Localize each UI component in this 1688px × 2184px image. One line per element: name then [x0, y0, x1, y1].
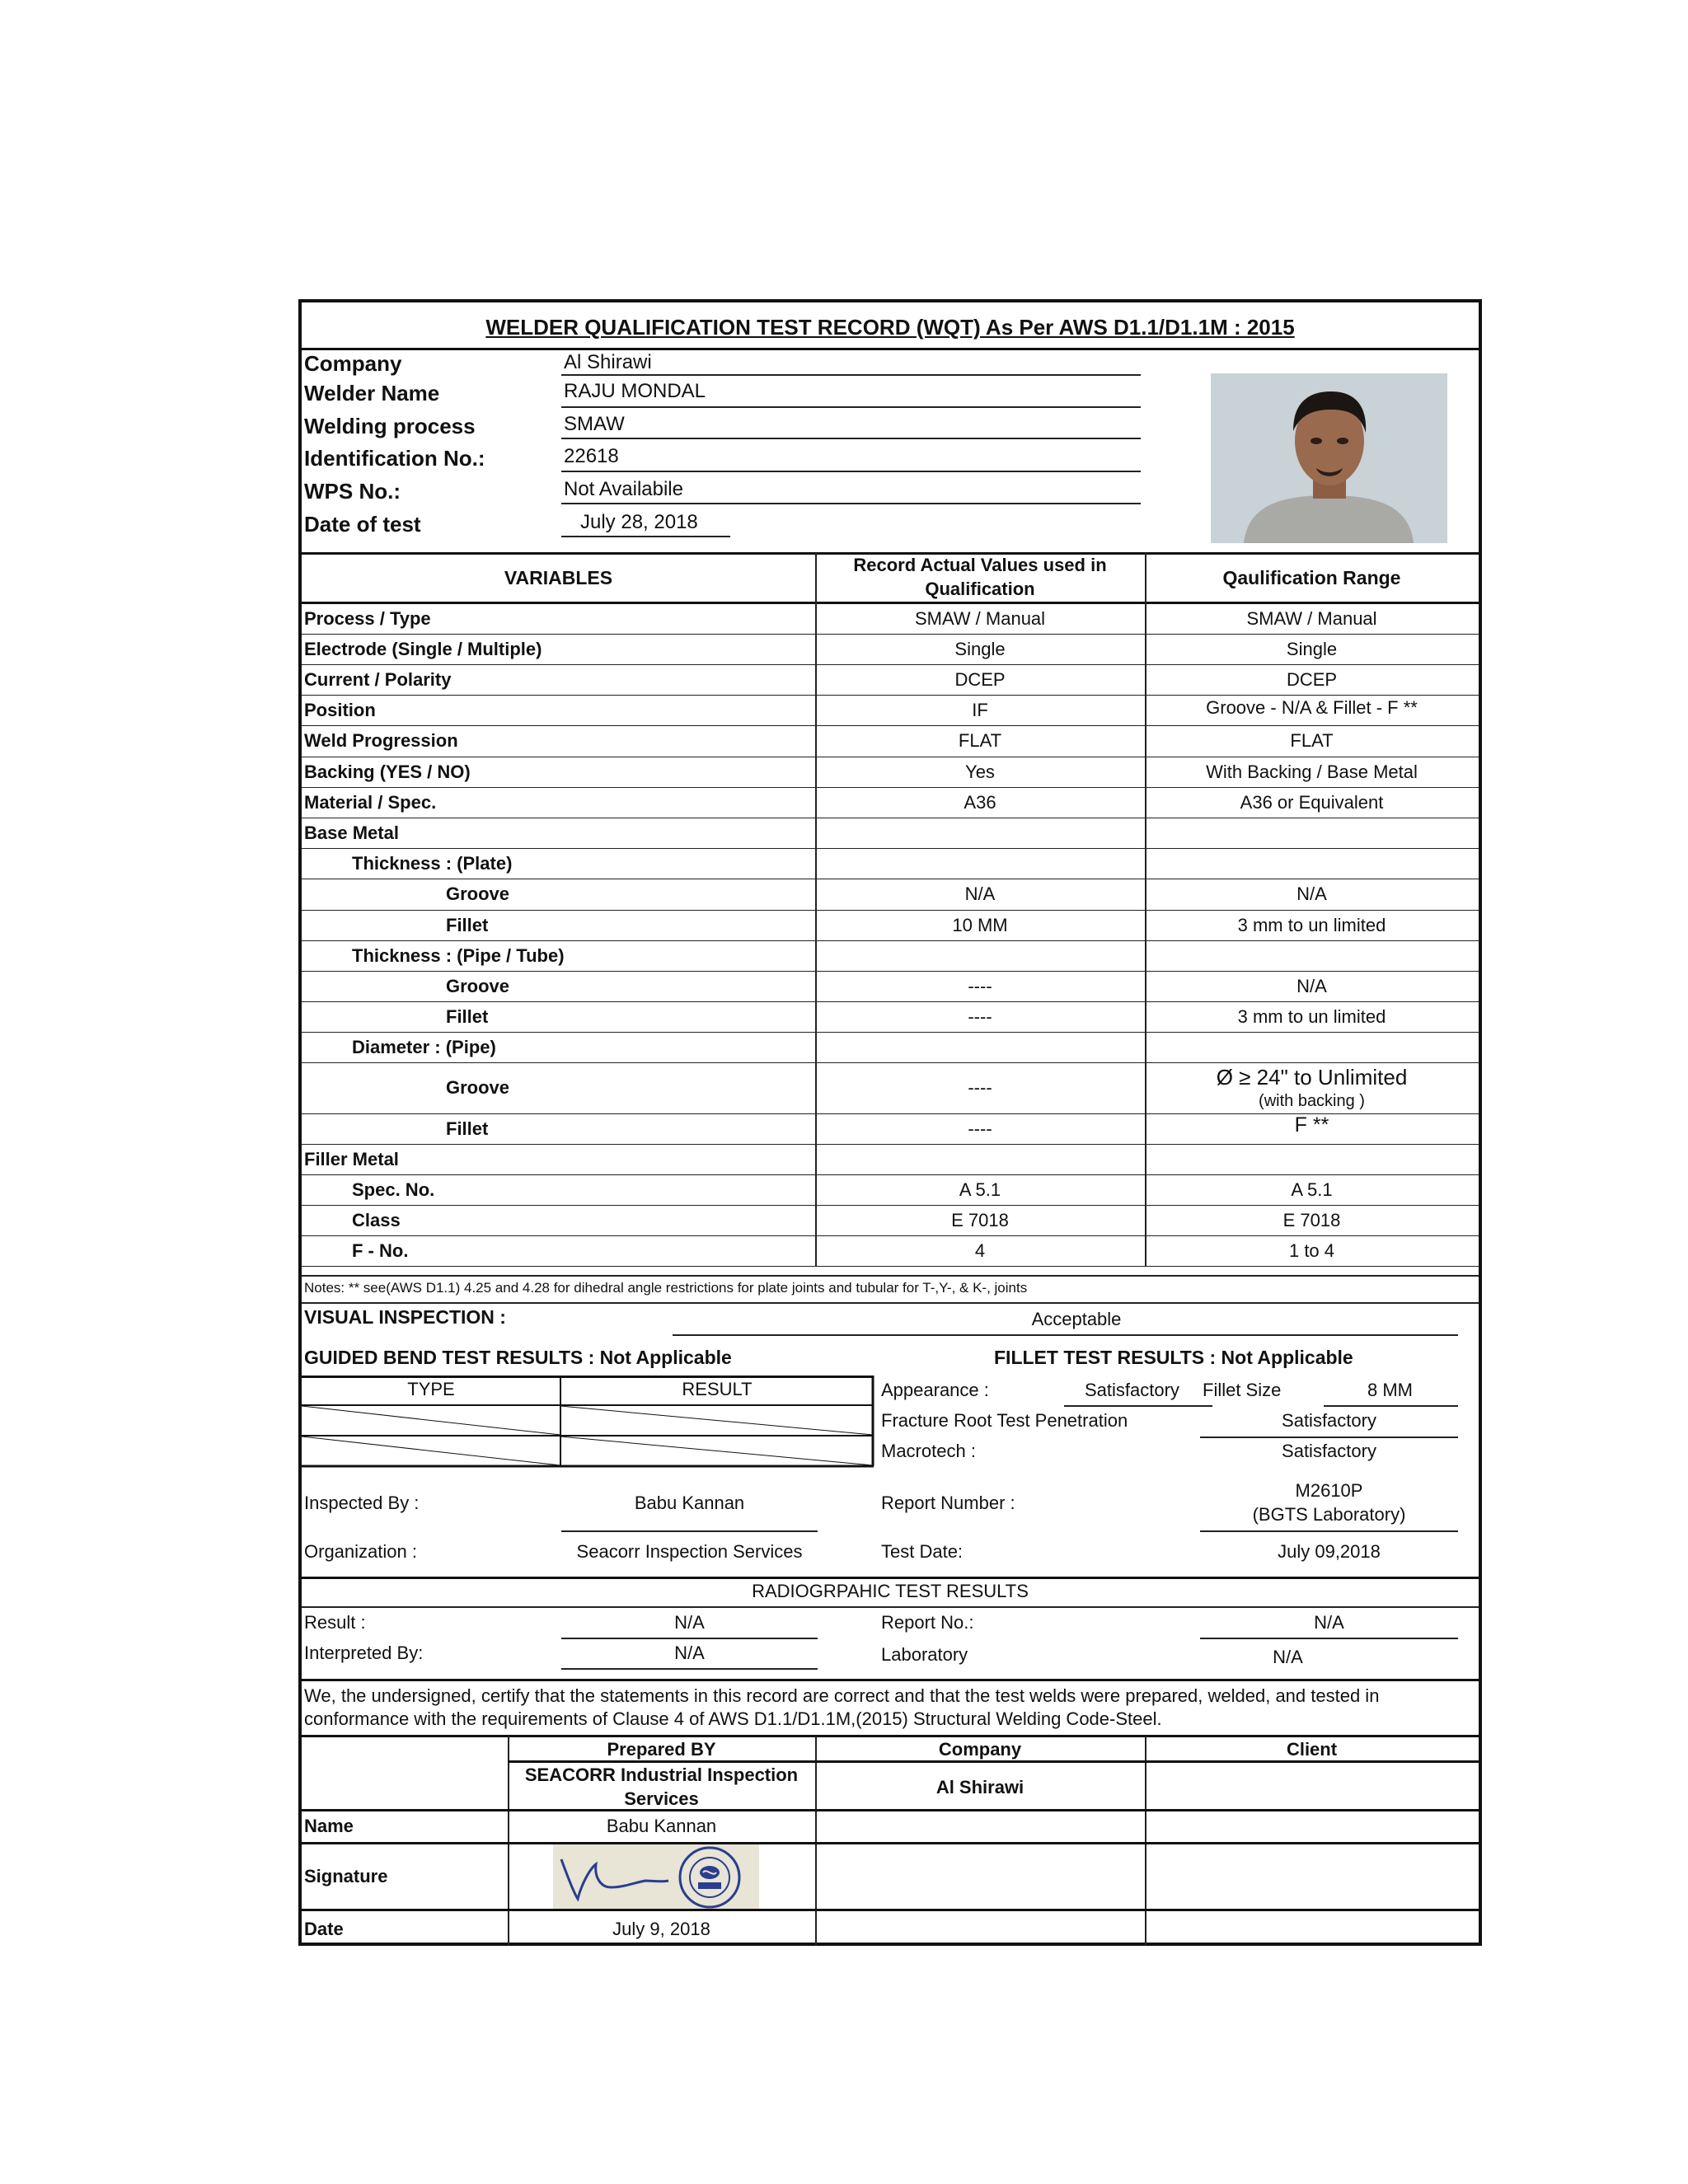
variables-header: VARIABLES: [504, 567, 613, 588]
qualification-range-cell: A36 or Equivalent: [1240, 792, 1384, 813]
actual-value-cell: SMAW / Manual: [914, 608, 1046, 629]
variable-row-divider: [302, 787, 1479, 788]
inspected-by-label: Inspected By :: [304, 1493, 420, 1513]
actual-value-cell: Yes: [965, 762, 995, 782]
variable-row-divider: [302, 1001, 1479, 1002]
qualification-range-cell: Single: [1286, 639, 1338, 659]
signoff-name-value: Babu Kannan: [606, 1816, 717, 1836]
company-header: Company: [938, 1739, 1022, 1760]
title-divider: [302, 348, 1479, 350]
variables-col-divider-1: [815, 552, 817, 1266]
actual-values-header-2: Qualification: [925, 579, 1035, 599]
date-of-test-value: July 28, 2018: [580, 511, 698, 533]
variable-label: Current / Polarity: [304, 669, 452, 690]
variable-row-divider: [302, 1174, 1479, 1175]
welder-name-value: RAJU MONDAL: [564, 380, 706, 402]
variable-label: Fillet: [446, 915, 489, 935]
signoff-header-line: [508, 1760, 1479, 1763]
variable-row-divider: [302, 695, 1479, 696]
variable-label: Diameter : (Pipe): [352, 1037, 496, 1057]
variable-row-divider: [302, 1062, 1479, 1063]
notes-text: Notes: ** see(AWS D1.1) 4.25 and 4.28 for dihedral angle restrictions for plate joints and tubular for T-,Y-, & K-, joints: [304, 1280, 1028, 1296]
actual-value-cell: FLAT: [958, 730, 1002, 751]
certification-line-2: conformance with the requirements of Clause 4 of AWS D1.1/D1.1M,(2015) Structural Welding Code-Steel.: [304, 1708, 1162, 1729]
variable-label: Groove: [446, 976, 510, 996]
certification-bottom-border: [302, 1735, 1479, 1737]
inspected-by-value: Babu Kannan: [634, 1493, 745, 1513]
radiographic-top-border: [302, 1577, 1479, 1579]
actual-value-cell: 4: [974, 1240, 986, 1261]
date-of-test-label: Date of test: [304, 512, 421, 537]
client-header: Client: [1286, 1739, 1338, 1760]
variable-label: Groove: [446, 883, 510, 904]
welder-name-underline: [561, 406, 1141, 408]
welding-process-label: Welding process: [304, 414, 476, 438]
actual-value-cell: ----: [968, 1118, 992, 1139]
welder-name-label: Welder Name: [304, 381, 440, 405]
date-of-test-underline: [561, 536, 730, 537]
rt-result-value: N/A: [674, 1612, 705, 1633]
variable-label: Class: [352, 1210, 401, 1230]
organization-label: Organization :: [304, 1541, 417, 1562]
appearance-label: Appearance :: [881, 1380, 989, 1400]
variable-row-divider: [302, 1144, 1479, 1145]
rt-report-no-value: N/A: [1314, 1612, 1344, 1633]
test-date-value: July 09,2018: [1278, 1541, 1381, 1562]
variable-row-divider: [302, 1205, 1479, 1206]
signoff-row-2-line: [302, 1842, 1479, 1844]
welding-process-value: SMAW: [564, 413, 625, 435]
variable-label: Filler Metal: [304, 1149, 399, 1169]
qualification-range-note: (with backing ): [1259, 1092, 1365, 1110]
guided-bend-result-header: RESULT: [682, 1379, 753, 1399]
macrotech-label: Macrotech :: [881, 1441, 976, 1461]
appearance-underline: [1064, 1405, 1212, 1407]
rt-result-underline: [561, 1638, 818, 1639]
qualification-range-header: Qaulification Range: [1222, 567, 1401, 588]
rt-laboratory-value: N/A: [1273, 1647, 1303, 1667]
variable-row-divider: [302, 664, 1479, 665]
variable-label: Electrode (Single / Multiple): [304, 639, 542, 659]
qualification-range-cell: Groove - N/A & Fillet - F **: [1206, 697, 1418, 718]
actual-value-cell: A 5.1: [959, 1179, 1001, 1200]
wps-underline: [561, 503, 1141, 504]
qualification-range-cell: N/A: [1296, 976, 1327, 996]
signoff-name-label: Name: [304, 1816, 354, 1836]
variable-label: F - No.: [352, 1240, 409, 1261]
rt-report-no-label: Report No.:: [881, 1612, 974, 1633]
report-number-label: Report Number :: [881, 1493, 1015, 1513]
certification-top-border: [302, 1679, 1479, 1681]
test-date-label: Test Date:: [881, 1541, 964, 1562]
actual-value-cell: E 7018: [951, 1210, 1009, 1230]
variable-label: Position: [304, 700, 376, 720]
certification-line-1: We, the undersigned, certify that the statements in this record are correct and that the test welds were prepared, welded, and tested in: [304, 1685, 1380, 1706]
variable-row-divider: [302, 940, 1479, 941]
variable-row-divider: [302, 1032, 1479, 1033]
variables-header-divider: [302, 602, 1479, 604]
inspected-by-underline: [561, 1530, 818, 1532]
visual-inspection-underline: [673, 1334, 1458, 1336]
actual-value-cell: ----: [968, 976, 992, 996]
rt-interpreted-underline: [561, 1668, 818, 1670]
signoff-col-2: [815, 1736, 817, 1946]
actual-values-header-1: Record Actual Values used in: [853, 555, 1107, 575]
macrotech-value: Satisfactory: [1282, 1441, 1376, 1461]
rt-laboratory-label: Laboratory: [881, 1644, 968, 1665]
fracture-value: Satisfactory: [1282, 1410, 1376, 1431]
variables-col-divider-2: [1145, 552, 1146, 1266]
qualification-range-cell: SMAW / Manual: [1246, 608, 1377, 629]
radiographic-heading-line: [302, 1606, 1479, 1608]
notes-bottom-line: [302, 1302, 1479, 1304]
variable-row-divider: [302, 1266, 1479, 1267]
variable-row-divider: [302, 848, 1479, 849]
prepared-org-line-2: Services: [624, 1788, 699, 1809]
report-number-lab: (BGTS Laboratory): [1252, 1504, 1406, 1525]
qualification-range-cell: N/A: [1296, 883, 1327, 904]
variable-label: Backing (YES / NO): [304, 762, 471, 782]
variable-row-divider: [302, 971, 1479, 972]
actual-value-cell: ----: [968, 1077, 992, 1098]
variable-row-divider: [302, 1235, 1479, 1236]
actual-value-cell: Single: [954, 639, 1006, 659]
qualification-range-cell: A 5.1: [1291, 1179, 1333, 1200]
signoff-row-1-line: [302, 1809, 1479, 1811]
rt-interpreted-value: N/A: [674, 1643, 705, 1663]
fillet-size-value: 8 MM: [1367, 1380, 1413, 1400]
signature-stamp-image: [553, 1844, 759, 1910]
signoff-signature-label: Signature: [304, 1866, 388, 1886]
qualification-range-cell: 3 mm to un limited: [1237, 1006, 1386, 1027]
actual-value-cell: DCEP: [954, 669, 1006, 690]
prepared-org-line-1: SEACORR Industrial Inspection: [524, 1765, 799, 1785]
actual-value-cell: 10 MM: [952, 915, 1008, 935]
form-title: WELDER QUALIFICATION TEST RECORD (WQT) As Per AWS D1.1/D1.1M : 2015: [485, 315, 1295, 340]
fillet-size-label: Fillet Size: [1203, 1380, 1282, 1400]
guided-bend-heading: GUIDED BEND TEST RESULTS : Not Applicable: [304, 1347, 732, 1368]
variable-label: Spec. No.: [352, 1179, 435, 1200]
variable-label: Process / Type: [304, 608, 431, 629]
qualification-range-cell: E 7018: [1282, 1210, 1341, 1230]
fracture-label: Fracture Root Test Penetration: [881, 1410, 1128, 1431]
qualification-range-cell: 1 to 4: [1288, 1240, 1335, 1261]
qualification-range-cell: Ø ≥ 24" to Unlimited: [1216, 1065, 1408, 1090]
actual-value-cell: ----: [968, 1006, 992, 1027]
wps-value: Not Availabile: [564, 478, 683, 500]
wqt-form: [298, 299, 1482, 1946]
qualification-range-cell: FLAT: [1290, 730, 1334, 751]
prepared-by-header: Prepared BY: [607, 1739, 716, 1760]
fillet-size-underline: [1324, 1405, 1458, 1407]
company-underline: [561, 374, 1141, 376]
identification-underline: [561, 471, 1141, 472]
rt-report-no-underline: [1200, 1638, 1458, 1639]
fracture-underline: [1200, 1436, 1458, 1438]
notes-top-line: [302, 1275, 1479, 1277]
visual-inspection-value: Acceptable: [1031, 1309, 1122, 1329]
qualification-range-cell: DCEP: [1286, 669, 1338, 690]
identification-value: 22618: [564, 445, 619, 467]
report-number-value: M2610P: [1295, 1480, 1363, 1501]
appearance-value: Satisfactory: [1085, 1380, 1179, 1400]
radiographic-heading: RADIOGRPAHIC TEST RESULTS: [752, 1581, 1029, 1601]
visual-inspection-label: VISUAL INSPECTION :: [304, 1306, 506, 1328]
variable-label: Thickness : (Pipe / Tube): [352, 945, 565, 966]
rt-result-label: Result :: [304, 1612, 366, 1633]
signoff-row-3-line: [302, 1909, 1479, 1911]
company-value: Al Shirawi: [564, 351, 652, 373]
variable-label: Fillet: [446, 1118, 489, 1139]
variable-label: Groove: [446, 1077, 510, 1098]
variable-row-divider: [302, 634, 1479, 635]
variable-label: Material / Spec.: [304, 792, 437, 813]
actual-value-cell: A36: [964, 792, 996, 813]
welder-photo: [1211, 373, 1447, 543]
actual-value-cell: N/A: [964, 883, 996, 904]
signoff-date-label: Date: [304, 1919, 344, 1939]
qualification-range-cell: F **: [1294, 1113, 1329, 1137]
variable-row-divider: [302, 910, 1479, 911]
welding-process-underline: [561, 438, 1141, 439]
company-label: Company: [304, 351, 402, 376]
fillet-test-heading: FILLET TEST RESULTS : Not Applicable: [994, 1347, 1353, 1368]
identification-label: Identification No.:: [304, 446, 485, 471]
organization-value: Seacorr Inspection Services: [576, 1541, 803, 1562]
variable-label: Fillet: [446, 1006, 489, 1027]
signoff-col-3: [1145, 1736, 1146, 1946]
actual-value-cell: IF: [972, 700, 988, 720]
guided-bend-type-header: TYPE: [407, 1379, 455, 1399]
qualification-range-cell: 3 mm to un limited: [1237, 915, 1386, 935]
wps-label: WPS No.:: [304, 479, 401, 504]
signoff-company-value: Al Shirawi: [935, 1777, 1025, 1797]
signoff-date-value: July 9, 2018: [612, 1919, 710, 1939]
variable-label: Thickness : (Plate): [352, 853, 513, 874]
variable-label: Base Metal: [304, 823, 399, 843]
qualification-range-cell: With Backing / Base Metal: [1206, 762, 1418, 782]
variable-row-divider: [302, 725, 1479, 726]
report-number-underline: [1200, 1530, 1458, 1532]
variable-label: Weld Progression: [304, 730, 458, 751]
rt-interpreted-label: Interpreted By:: [304, 1643, 424, 1663]
